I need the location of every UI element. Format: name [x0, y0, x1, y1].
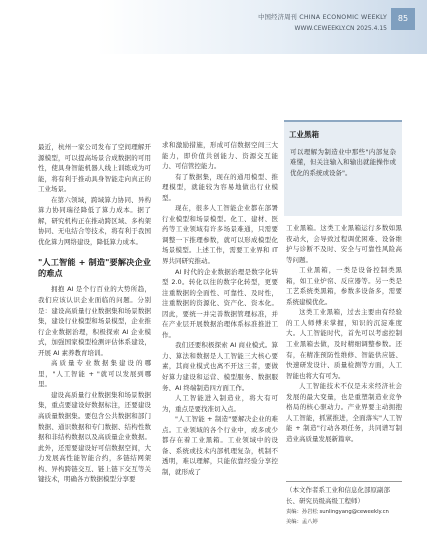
paragraph: 我们还要积极探索 AI 商业模式。算力、算法和数据是人工智能三大核心要素，其商业模式也离不开这三者，要做好算力建设和运营、模型服务、数据服务、AI 终端制造四方面工作。 — [162, 341, 278, 392]
paragraph: 拥抱 AI 是个行百业的大势所趋，我们应该认识企业面临的问题。分别是：建设高质量行业数据集和场景数据集，建设行业模型和场景模型，企业推行企业数据治理，积极探索 AI 企业模式，加强国家模型检测评估体系建设，开展 AI 素养教育培训。 — [38, 285, 151, 357]
paragraph: "人工智能 + 制造"要解决企业的难点。工业领域的各个行业中，或多或少都存在着工业黑箱。工业领域中的设备、系统或技术内部机理复杂，机制不透明，难以理解，只能依靠经验分享控制，就形成了 — [162, 415, 278, 476]
paragraph: 求和激励措施，形成可信数据空间三大能力，即价值共创能力、资源交互能力、可信管控能力。 — [162, 141, 278, 171]
paragraph: AI 时代的企业数据治理是数字化转型 2.0。转化以往的数字化转型，更要注重数据的全面性、可靠性、及时性，注重数据的资源化、资产化、资本化。因此，要统一并完善数据管理标准，并在产业层开展数据治理体系标准推进工作。 — [162, 267, 278, 339]
paragraph: 这类工业黑箱，过去主要由有经验的工人师傅来掌握，知识的沉淀难度大。人工智能时代，首先可以考虑控制工业黑箱去做，及时精细调整参数。还有，在精准预防性维修、智能供应链、快速研发设计、质量检测等方面，人工智能也将大有可为。 — [286, 308, 402, 380]
paragraph: 有了数据集，现在的通用模型、推理模型，就能较为容易地做出行业模型。 — [162, 172, 278, 202]
author-note-text: （本文作者系工业和信息化部原副部长、研究员级高级工程师） — [286, 486, 390, 505]
section-heading: "人工智能 + 制造"要解决企业的难点 — [38, 257, 151, 279]
paragraph: 最近，杭州一家公司发布了空间理解开源模型，可以提高场景合成数据的可用性，使具身智能机器人线上训练成为可能，将有利于推动具身智能走向真正的工业场景。 — [38, 143, 151, 194]
divider — [286, 481, 402, 482]
paragraph: 人工智能进入制造业，将大有可为，重点是要找准切入点。 — [162, 394, 278, 413]
header-text — [258, 12, 387, 34]
article-column-2 — [162, 140, 278, 478]
box-text: 可以理解为制造业中那些"内部复杂难懂，但关注输入和输出就能操作或优化的系统或设备"。 — [290, 148, 396, 177]
author-note — [286, 485, 402, 526]
paragraph: 工业黑箱，一类是设备控制类黑箱，如工业炉窑、反应器等。另一类是工艺系统类黑箱，参数多设备多，需要系统建模优化。 — [286, 266, 402, 306]
designer-credit: 美编：孟八婷 — [286, 519, 318, 525]
magazine-title: 中国经济周刊 CHINA ECONOMIC WEEKLY — [258, 14, 387, 21]
editor-credit: 责编：孙岩松 sunlingyang@ceweekly.cn — [286, 509, 389, 515]
paragraph: 高质量专业数据集建设的哪里，"人工智能 + "就可以发展到哪里。 — [38, 359, 151, 389]
article-column-1 — [38, 142, 151, 485]
magazine-url-date: WWW.CEWEEKLY.CN 2025.4.15 — [294, 25, 387, 32]
article-column-3 — [286, 223, 402, 444]
paragraph: 建设高质量行业数据集和场景数据集，重点要建设好数据标注，还要建设高质量数据集。要包含公共数据和部门数据、通识数据和专门数据、结构性数据和非结构数据以及高质量企业数据。此外，还需要建设好可信数据空间，大力发展高性能智能合约，多链结网架构、异构跨链交互、链上链下交互等关键技术，明确各方数据模型分享要 — [38, 390, 151, 484]
paragraph: 工业黑箱。这类工业黑箱运行多数如黑夜动火，会导致过程调优困难、设备维护与诊断不及时、安全与可靠性风险高等问题。 — [286, 224, 402, 264]
sidebar-definition-box — [284, 120, 402, 216]
page-number: 85 — [391, 8, 415, 30]
paragraph: 在第六领域，跨域算力协同、异构算力协同瑞径降低了算力成本。据了解，研究机构正在推动跨区域、多构架协同、无电结合等技术，将有利于我国优化算力网络建设，降低算力成本。 — [38, 195, 151, 246]
paragraph: 人工智能技术不仅是未来经济社会发展的最大变量，也是重塑制造业竞争格局的核心驱动力。产业界要主动拥抱人工智能，抓紧推进，全面落实"人工智能 + 制造"行动各项任务，共同谱写制造业高质量发展新篇章。 — [286, 382, 402, 443]
box-title: 工业黑箱 — [289, 130, 319, 139]
paragraph: 现在，很多人工智能企业都在部署行业模型和场景模型。化工、建材、医药等工业领域有许多场景难通，只需要调整一下推理参数，就可以形成模型化场景模型。上述工作，需要工业界和 IT 界共同研究推动。 — [162, 204, 278, 266]
